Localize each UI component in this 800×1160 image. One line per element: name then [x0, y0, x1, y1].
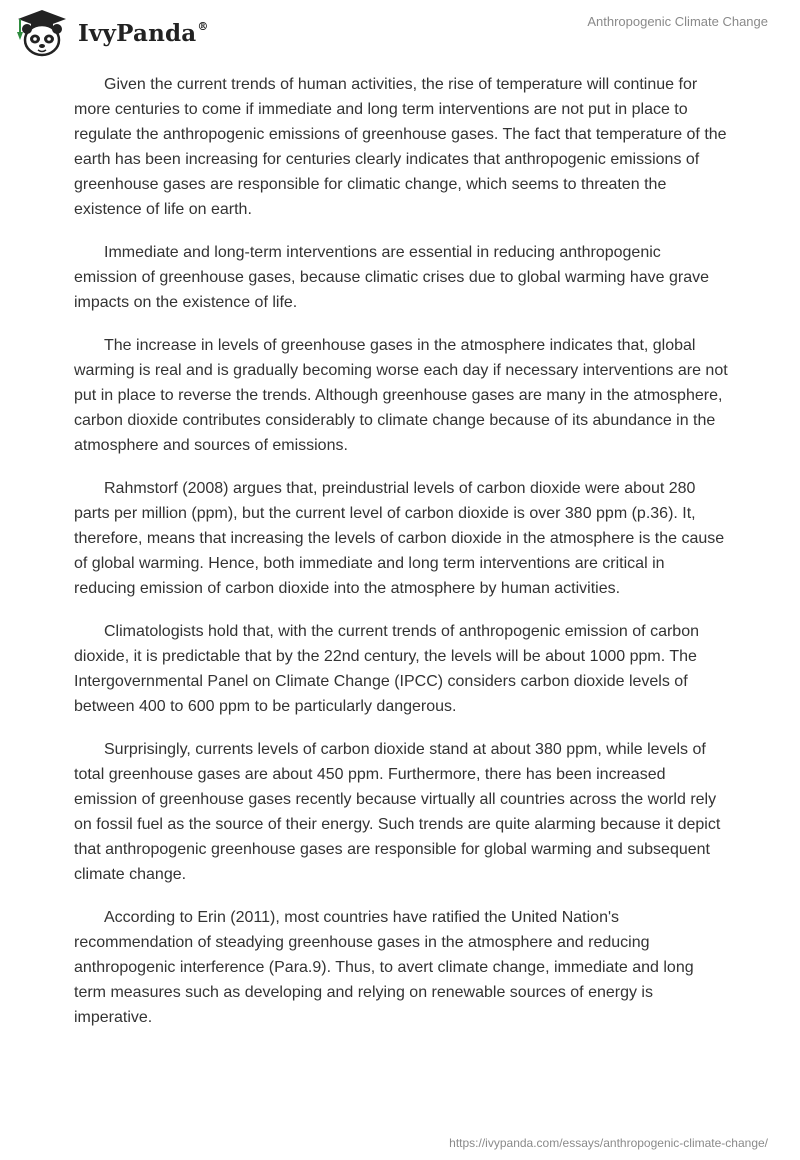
paragraph: Given the current trends of human activities, the rise of temperature will continue for more centuries to come if immediate and long term interventions are not put in place to regulate the anthropogenic emissions of greenhouse gases. The fact that temperature of the earth has been increasing for centuries clearly indicates that anthropogenic emissions of greenhouse gases are responsible for climatic change, which seems to threaten the existence of life on earth. [74, 76, 727, 218]
paragraph: According to Erin (2011), most countries have ratified the United Nation's recommendation of steadying greenhouse gases in the atmosphere and reducing anthropogenic interference (Para.9). Thus, to avert climate change, immediate and long term measures such as developing and relying on renewable sources of energy is imperative. [74, 909, 694, 1026]
page-header [0, 0, 800, 60]
brand-name: IvyPanda® [78, 19, 209, 47]
source-url-link[interactable]: https://ivypanda.com/essays/anthropogenic-climate-change/ [449, 1136, 768, 1150]
panda-graduate-icon [14, 8, 70, 58]
essay-body [74, 72, 728, 1048]
paragraph: Surprisingly, currents levels of carbon dioxide stand at about 380 ppm, while levels of total greenhouse gases are about 450 ppm. Furthermore, there has been increased emission of greenhouse gases recently because virtually all countries across the world rely on fossil fuel as the source of their energy. Such trends are quite alarming because it depict that anthropogenic greenhouse gases are responsible for global warming and subsequent climate change. [74, 741, 721, 883]
document-title: Anthropogenic Climate Change [587, 14, 768, 29]
registered-mark: ® [197, 19, 209, 33]
paragraph: Climatologists hold that, with the current trends of anthropogenic emission of carbon dioxide, it is predictable that by the 22nd century, the levels will be about 1000 ppm. The Intergovernmental Panel on Climate Change (IPCC) considers carbon dioxide levels of between 400 to 600 ppm to be particularly dangerous. [74, 623, 699, 715]
ivypanda-logo[interactable] [14, 8, 209, 58]
paragraph: Immediate and long-term interventions are essential in reducing anthropogenic emission of greenhouse gases, because climatic crises due to global warming have grave impacts on the existence of life. [74, 244, 710, 311]
paragraph: Rahmstorf (2008) argues that, preindustrial levels of carbon dioxide were about 280 parts per million (ppm), but the current level of carbon dioxide is over 380 ppm (p.36). It, therefore, means that increasing the levels of carbon dioxide in the atmosphere is the cause of global warming. Hence, both immediate and long term interventions are critical in reducing emission of carbon dioxide into the atmosphere by human activities. [74, 480, 725, 597]
paragraph: The increase in levels of greenhouse gases in the atmosphere indicates that, global warming is real and is gradually becoming worse each day if necessary interventions are not put in place to reverse the trends. Although greenhouse gases are many in the atmosphere, carbon dioxide contributes considerably to climate change because of its abundance in the atmosphere and sources of emissions. [74, 337, 728, 454]
